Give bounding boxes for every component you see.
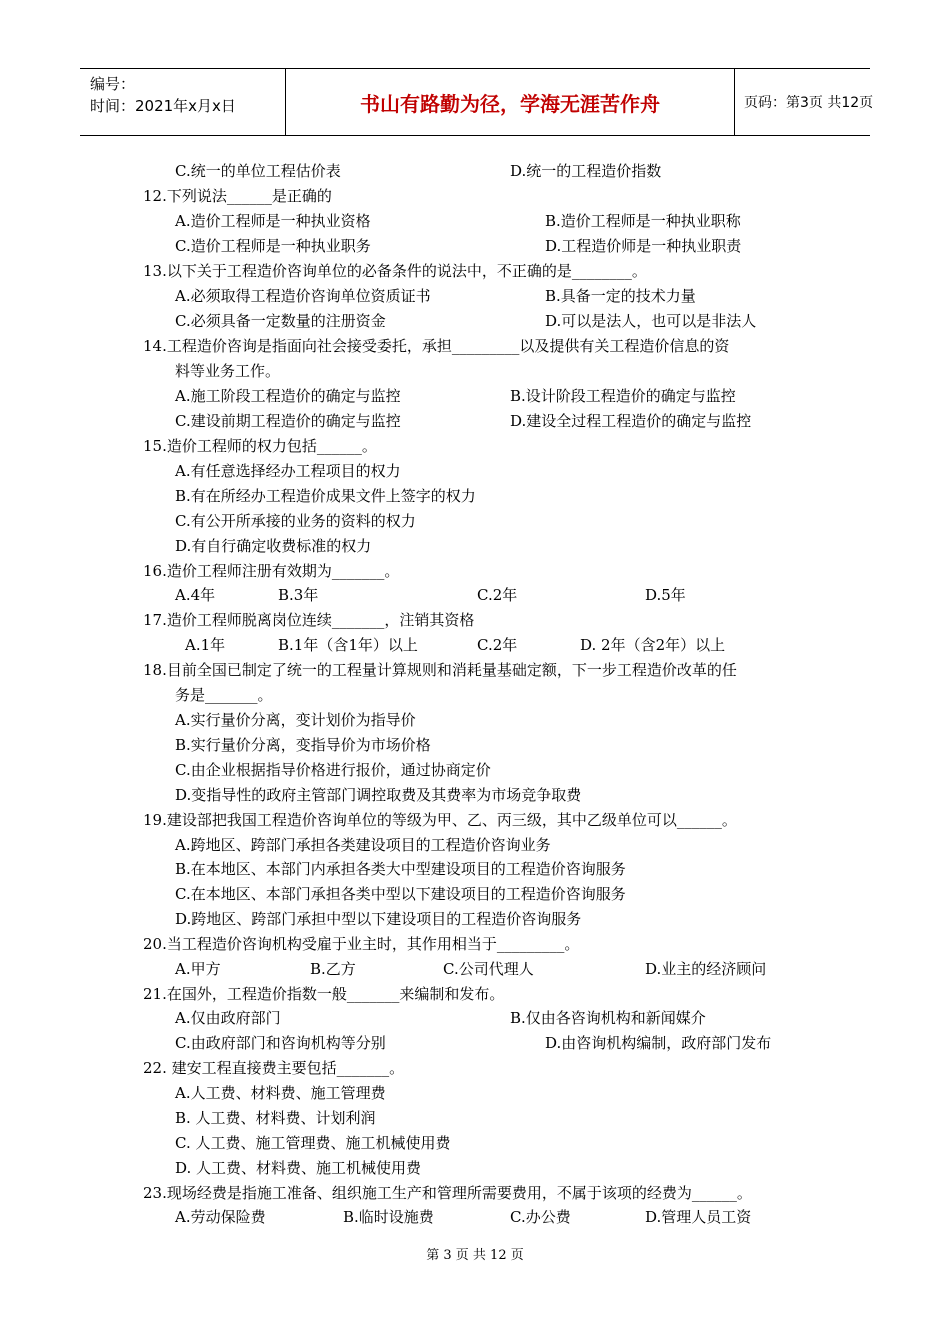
question-line: 22. 建安工程直接费主要包括_______。	[143, 1059, 405, 1077]
option-line: C.统一的单位工程估价表	[175, 162, 341, 180]
code-label: 编号：	[90, 75, 136, 93]
option-line: D.5年	[645, 586, 686, 604]
question-line: 16.造价工程师注册有效期为_______。	[143, 562, 400, 580]
question-line: 15.造价工程师的权力包括______。	[143, 437, 377, 455]
question-line: 13.以下关于工程造价咨询单位的必备条件的说法中，不正确的是________。	[143, 262, 647, 280]
option-line: D.管理人员工资	[645, 1208, 752, 1226]
option-line: A.甲方	[175, 960, 221, 978]
question-line: 21.在国外，工程造价指数一般_______来编制和发布。	[143, 985, 505, 1003]
option-line: B.3年	[278, 586, 319, 604]
option-line: B.乙方	[310, 960, 356, 978]
option-line: A.实行量价分离，变计划价为指导价	[175, 711, 416, 729]
option-line: D.工程造价师是一种执业职责	[545, 237, 742, 255]
option-line: A.仅由政府部门	[175, 1009, 281, 1027]
option-line: A.人工费、材料费、施工管理费	[175, 1084, 386, 1102]
option-line: D. 2年（含2年）以上	[580, 636, 726, 654]
option-line: D.跨地区、跨部门承担中型以下建设项目的工程造价咨询服务	[175, 910, 582, 928]
option-line: A.造价工程师是一种执业资格	[175, 212, 371, 230]
option-line: D.可以是法人，也可以是非法人	[545, 312, 757, 330]
option-line: C.造价工程师是一种执业职务	[175, 237, 371, 255]
page-footer: 第 3 页 共 12 页	[426, 1248, 524, 1263]
option-line: A.施工阶段工程造价的确定与监控	[175, 387, 401, 405]
option-line: C.建设前期工程造价的确定与监控	[175, 412, 401, 430]
question-line: 务是_______。	[175, 686, 273, 704]
option-line: A.劳动保险费	[175, 1208, 266, 1226]
header-motto: 书山有路勤为径，学海无涯苦作舟	[285, 69, 735, 135]
question-line: 12.下列说法______是正确的	[143, 187, 332, 205]
date-label: 时间：2021年x月x日	[90, 97, 236, 115]
option-line: B.1年（含1年）以上	[278, 636, 418, 654]
option-line: D.由咨询机构编制，政府部门发布	[545, 1034, 772, 1052]
option-line: B. 人工费、材料费、计划利润	[175, 1109, 376, 1127]
option-line: B.造价工程师是一种执业职称	[545, 212, 741, 230]
option-line: C.在本地区、本部门承担各类中型以下建设项目的工程造价咨询服务	[175, 885, 626, 903]
option-line: D.业主的经济顾问	[645, 960, 767, 978]
option-line: C.公司代理人	[443, 960, 534, 978]
header-page-info: 页码：第3页 共12页	[744, 95, 874, 111]
option-line: D. 人工费、材料费、施工机械使用费	[175, 1159, 422, 1177]
option-line: B.仅由各咨询机构和新闻媒介	[510, 1009, 706, 1027]
question-line: 19.建设部把我国工程造价咨询单位的等级为甲、乙、丙三级，其中乙级单位可以______。	[143, 811, 737, 829]
question-line: 20.当工程造价咨询机构受雇于业主时，其作用相当于_________。	[143, 935, 580, 953]
option-line: D.统一的工程造价指数	[510, 162, 662, 180]
option-line: D.有自行确定收费标准的权力	[175, 537, 372, 555]
option-line: B.实行量价分离，变指导价为市场价格	[175, 736, 431, 754]
option-line: C.办公费	[510, 1208, 571, 1226]
option-line: C.有公开所承接的业务的资料的权力	[175, 512, 416, 530]
option-line: D.建设全过程工程造价的确定与监控	[510, 412, 752, 430]
option-line: C. 人工费、施工管理费、施工机械使用费	[175, 1134, 451, 1152]
option-line: A.1年	[185, 636, 226, 654]
question-line: 17.造价工程师脱离岗位连续_______，注销其资格	[143, 611, 475, 629]
option-line: C.必须具备一定数量的注册资金	[175, 312, 386, 330]
option-line: D.变指导性的政府主管部门调控取费及其费率为市场竞争取费	[175, 786, 582, 804]
question-line: 14.工程造价咨询是指面向社会接受委托，承担_________以及提供有关工程造价信息的资	[143, 337, 730, 355]
option-line: A.跨地区、跨部门承担各类建设项目的工程造价咨询业务	[175, 836, 551, 854]
option-line: A.必须取得工程造价咨询单位资质证书	[175, 287, 431, 305]
option-line: B.有在所经办工程造价成果文件上签字的权力	[175, 487, 476, 505]
question-line: 料等业务工作。	[175, 362, 281, 380]
option-line: C.由政府部门和咨询机构等分别	[175, 1034, 386, 1052]
option-line: A.有任意选择经办工程项目的权力	[175, 462, 401, 480]
option-line: B.临时设施费	[343, 1208, 434, 1226]
option-line: B.在本地区、本部门内承担各类大中型建设项目的工程造价咨询服务	[175, 860, 626, 878]
option-line: B.具备一定的技术力量	[545, 287, 696, 305]
question-line: 23.现场经费是指施工准备、组织施工生产和管理所需要费用，不属于该项的经费为______。	[143, 1184, 752, 1202]
option-line: A.4年	[175, 586, 216, 604]
option-line: B.设计阶段工程造价的确定与监控	[510, 387, 736, 405]
question-line: 18.目前全国已制定了统一的工程量计算规则和消耗量基础定额，下一步工程造价改革的任	[143, 661, 737, 679]
option-line: C.2年	[477, 586, 518, 604]
option-line: C.由企业根据指导价格进行报价，通过协商定价	[175, 761, 491, 779]
option-line: C.2年	[477, 636, 518, 654]
